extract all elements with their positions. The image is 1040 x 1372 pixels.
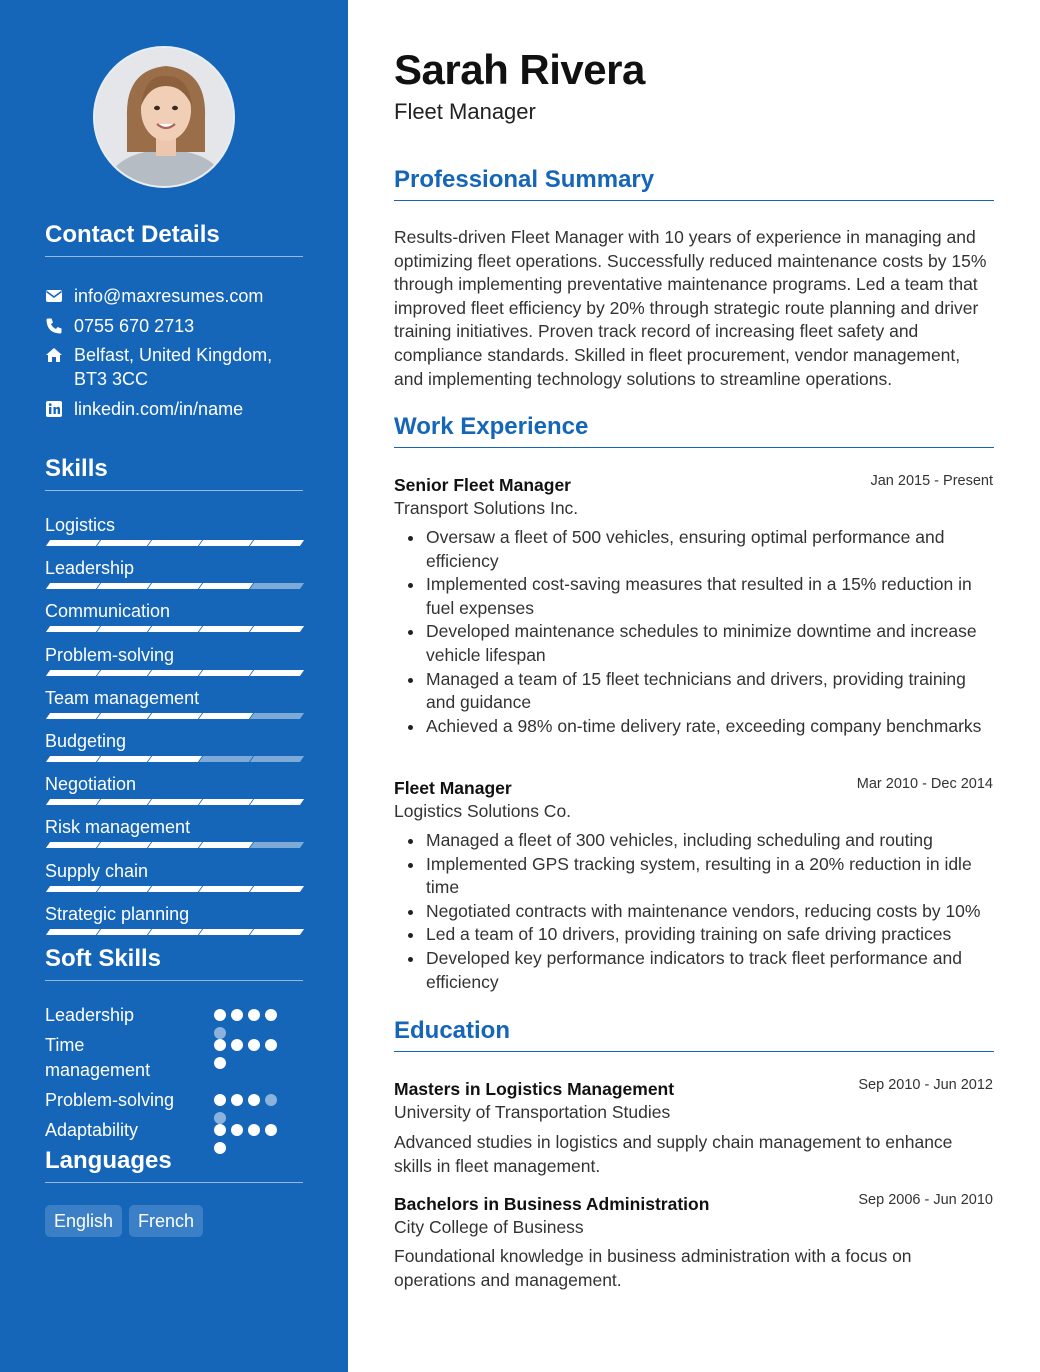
skill-level-segment [199,886,253,892]
skill-level-bar [45,540,303,546]
list-item: Managed a fleet of 300 vehicles, including scheduling and routing [394,829,994,853]
skill-level-segment [199,713,253,719]
list-item: Negotiated contracts with maintenance vendors, reducing costs by 10% [394,900,994,924]
degree-title: Masters in Logistics Management [394,1079,675,1099]
rating-dot [231,1039,243,1051]
skill-level-bar [45,886,303,892]
education-heading: Education [394,1017,994,1052]
rating-dot [214,1009,226,1021]
skill-level-segment [46,583,100,589]
rating-dot [214,1057,226,1069]
rating-dot [214,1094,226,1106]
list-item: Led a team of 10 drivers, providing training on safe driving practices [394,923,994,947]
skill-name: Risk management [45,817,191,837]
soft-skills-heading: Soft Skills [45,944,303,981]
soft-skill-label-line-2: management [45,1060,151,1080]
rating-dot [214,1039,226,1051]
rating-dot [265,1094,277,1106]
rating-dot [248,1094,260,1106]
linkedin-icon [45,400,63,418]
skill-item [45,557,303,597]
rating-dot [265,1009,277,1021]
avatar [93,46,235,188]
skill-level-bar [45,626,303,632]
job-company: Logistics Solutions Co. [394,801,572,821]
job-bullets [394,829,994,994]
skill-level-segment [148,713,202,719]
skill-item [45,687,303,727]
summary-heading: Professional Summary [394,166,994,201]
skill-level-segment [250,626,304,632]
skill-level-segment [46,842,100,848]
skill-level-bar [45,670,303,676]
skill-level-segment [148,756,202,762]
skill-level-segment [250,540,304,546]
job-company: Transport Solutions Inc. [394,498,579,518]
skill-level-segment [97,626,151,632]
skill-level-segment [199,929,253,935]
phone-text[interactable]: 0755 670 2713 [74,316,195,336]
rating-dot [214,1027,226,1039]
skill-item [45,600,303,640]
skill-level-segment [250,929,304,935]
skill-item [45,514,303,554]
skill-level-segment [97,713,151,719]
job-dates: Mar 2010 - Dec 2014 [856,776,993,792]
education-dates: Sep 2006 - Jun 2010 [858,1192,993,1208]
soft-skill-label: Leadership [45,1005,135,1025]
education-dates: Sep 2010 - Jun 2012 [858,1077,993,1093]
soft-skill-name [45,1118,205,1143]
list-item: Oversaw a fleet of 500 vehicles, ensuring optimal performance and efficiency [394,526,994,573]
profile-photo [95,48,235,188]
rating-dot [248,1009,260,1021]
rating-dot [265,1039,277,1051]
skill-name: Negotiation [45,774,137,794]
home-icon [45,346,63,364]
candidate-name: Sarah Rivera [394,46,645,93]
skill-item [45,816,303,856]
address-line-2: BT3 3CC [74,369,149,389]
soft-skill-label: Problem-solving [45,1090,175,1110]
summary-text: Results-driven Fleet Manager with 10 years of experience in managing and optimizing fleet operations. Successfully reduced maintenance costs by 15% through implementing preventative maintenance programs. Led a team that improved fleet efficiency by 20% through strategic route planning and driver training initiatives. Proven track record of increasing fleet safety and compliance standards. Skilled in fleet procurement, vendor management, and implementing technology solutions to streamline operations. [394,227,987,389]
skill-level-segment [46,799,100,805]
envelope-icon [45,287,63,305]
skill-level-segment [148,540,202,546]
skill-level-segment [199,626,253,632]
skill-level-segment [148,929,202,935]
sidebar [0,0,348,1372]
skill-level-segment [199,540,253,546]
skill-level-bar [45,713,303,719]
skill-name: Leadership [45,558,135,578]
rating-dot [214,1112,226,1124]
skill-level-segment [97,799,151,805]
skill-level-segment [199,583,253,589]
skill-level-segment [199,842,253,848]
skill-level-segment [97,540,151,546]
list-item: Developed key performance indicators to track fleet performance and efficiency [394,947,994,994]
skills-heading: Skills [45,454,303,491]
list-item: Implemented cost-saving measures that resulted in a 15% reduction in fuel expenses [394,573,994,620]
skill-level-segment [46,713,100,719]
skill-level-segment [97,929,151,935]
rating-dot [231,1009,243,1021]
skill-level-segment [97,756,151,762]
soft-skill-name [45,1088,205,1113]
linkedin-text[interactable]: linkedin.com/in/name [74,399,244,419]
school-name: City College of Business [394,1217,584,1237]
soft-skill-name [45,1033,205,1083]
languages-heading: Languages [45,1146,303,1183]
skill-level-segment [199,756,253,762]
skill-level-bar [45,842,303,848]
list-item: Implemented GPS tracking system, resulting in a 20% reduction in idle time [394,853,994,900]
list-item: Managed a team of 15 fleet technicians and drivers, providing training and guidance [394,668,994,715]
skill-level-segment [148,842,202,848]
rating-dot [214,1124,226,1136]
candidate-title: Fleet Manager [394,99,536,124]
skill-level-segment [46,670,100,676]
degree-title: Bachelors in Business Administration [394,1194,710,1214]
list-item: Achieved a 98% on-time delivery rate, exceeding company benchmarks [394,715,994,739]
rating-dot [231,1124,243,1136]
skill-level-segment [250,670,304,676]
skill-level-segment [250,713,304,719]
address-line-1: Belfast, United Kingdom, [74,345,273,365]
skill-level-segment [46,540,100,546]
skill-name: Team management [45,688,200,708]
school-name: University of Transportation Studies [394,1102,671,1122]
skill-level-segment [148,886,202,892]
job-role: Fleet Manager [394,778,512,798]
rating-dot [248,1039,260,1051]
skill-level-segment [250,799,304,805]
skill-item [45,773,303,813]
job-dates: Jan 2015 - Present [870,473,993,489]
phone-icon [45,317,63,335]
education-description: Advanced studies in logistics and supply chain management to enhance skills in fleet management. [394,1132,953,1176]
soft-skill-name [45,1003,205,1028]
skill-level-bar [45,583,303,589]
skill-item [45,903,303,943]
skill-level-segment [97,886,151,892]
education-description: Foundational knowledge in business administration with a focus on operations and management. [394,1246,912,1290]
skill-name: Problem-solving [45,645,175,665]
list-item: Developed maintenance schedules to minimize downtime and increase vehicle lifespan [394,620,994,667]
skill-level-segment [250,842,304,848]
skill-name: Logistics [45,515,116,535]
skill-level-segment [46,756,100,762]
skill-level-segment [97,842,151,848]
skill-level-segment [148,670,202,676]
skill-item [45,860,303,900]
skill-name: Strategic planning [45,904,190,924]
rating-dot [248,1124,260,1136]
skill-level-bar [45,756,303,762]
language-tag: French [129,1205,203,1237]
rating-dot [265,1124,277,1136]
rating-dot [231,1094,243,1106]
skill-level-bar [45,799,303,805]
skill-item [45,730,303,770]
skill-level-bar [45,929,303,935]
skill-name: Supply chain [45,861,149,881]
skill-level-segment [199,799,253,805]
skill-level-segment [46,626,100,632]
soft-skill-label: Adaptability [45,1120,139,1140]
skill-level-segment [46,886,100,892]
job-role: Senior Fleet Manager [394,475,571,495]
skill-level-segment [46,929,100,935]
skill-level-segment [250,583,304,589]
job-bullets [394,526,994,738]
skill-level-segment [148,626,202,632]
skill-level-segment [97,583,151,589]
experience-heading: Work Experience [394,413,994,448]
skill-level-segment [250,756,304,762]
skill-item [45,644,303,684]
skill-name: Communication [45,601,171,621]
language-tag: English [45,1205,122,1237]
skill-level-segment [199,670,253,676]
skill-level-segment [250,886,304,892]
skill-level-segment [148,799,202,805]
skill-name: Budgeting [45,731,127,751]
skill-level-segment [148,583,202,589]
contact-heading: Contact Details [45,220,303,257]
email-text[interactable]: info@maxresumes.com [74,286,264,306]
soft-skill-label: Time [45,1035,85,1055]
skill-level-segment [97,670,151,676]
